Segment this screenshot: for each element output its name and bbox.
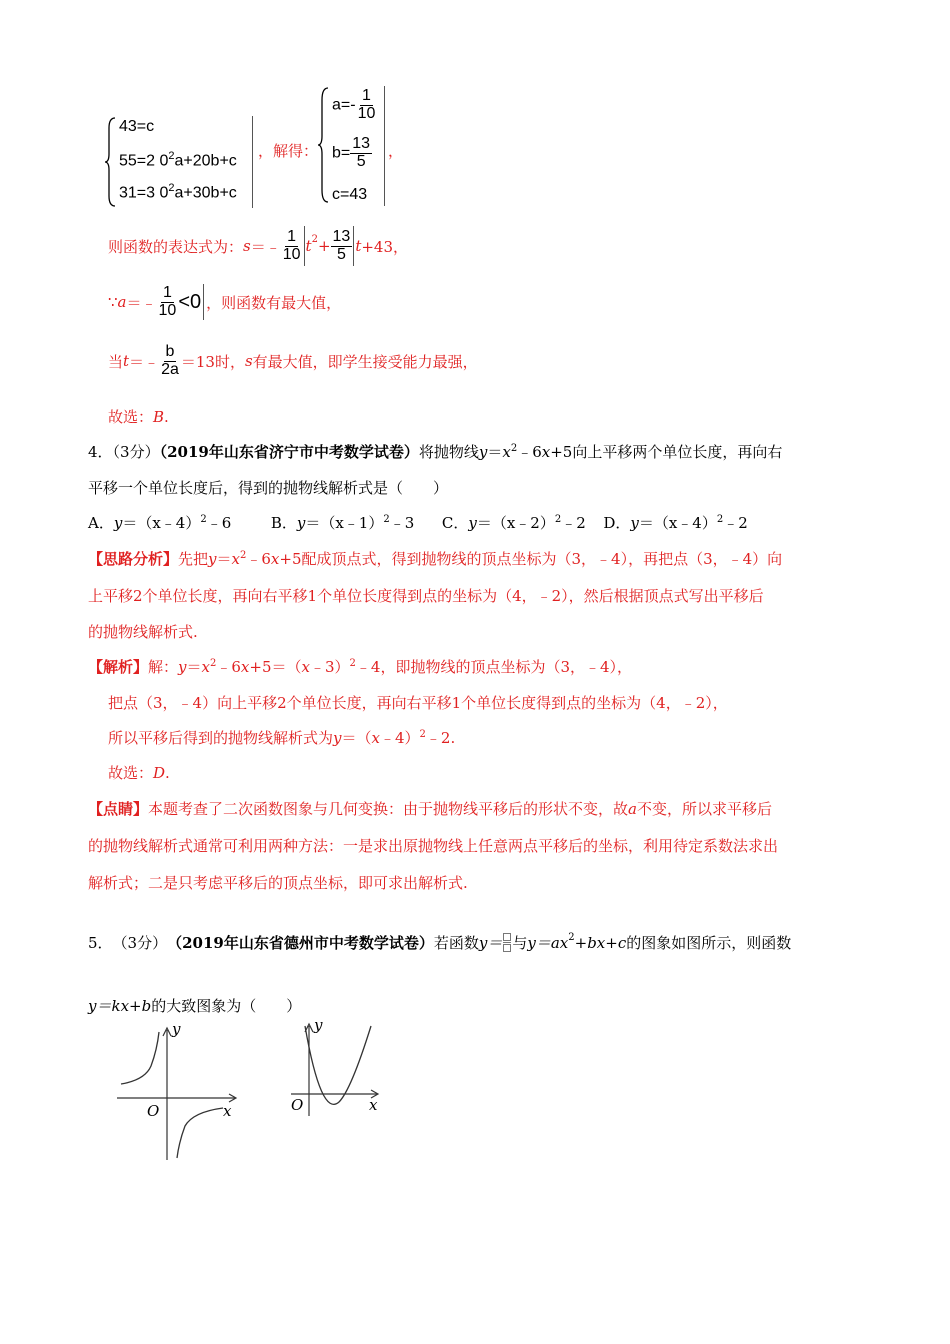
- system-eq-3: 31=3 $0^2a+30b+c$: [119, 182, 237, 202]
- since-statement: ∵ a ＝﹣ $\frac{1}{10}$ <0 ，则函数有最大值，: [108, 283, 342, 319]
- solution-b: b= $\frac{13}{5}$: [332, 135, 371, 170]
- left-brace-icon: [318, 86, 330, 204]
- q4-analysis-line-1: 【思路分析】先把$y=x^2﹣6x+5$配成顶点式，得到抛物线的顶点坐标为（3，﹣4），再把点（3，﹣4）向: [88, 550, 783, 568]
- system-eq-2: 55=2 $0^2a+20b+c$: [119, 150, 237, 170]
- option-d[interactable]: D．y＝（x﹣4）$^2$﹣2: [603, 514, 748, 532]
- function-expression: 则函数的表达式为： s ＝﹣ $\frac{1}{10}$ t $^2$ + $\frac{13}{5}$ t +43，: [108, 226, 408, 266]
- q4-answer: 故选：D.: [108, 764, 170, 782]
- x-axis-label: x: [223, 1102, 232, 1120]
- y-axis-label: y: [172, 1022, 181, 1038]
- trailing-comma: ，: [388, 142, 404, 160]
- option-c[interactable]: C．y＝（x﹣2）$^2$﹣2: [441, 514, 586, 532]
- equation-system: [105, 116, 257, 208]
- q4-comment-line-1: 【点睛】本题考查了二次函数图象与几何变换：由于抛物线平移后的形状不变，故a不变，所以求平移后: [88, 800, 772, 818]
- q4-stem-line-1: 4．（3分）（2019年山东省济宁市中考数学试卷）将抛物线$y=x^2﹣6x+5$向上平移两个单位长度，再向右: [88, 443, 783, 461]
- y-axis-label: y: [314, 1018, 323, 1034]
- solution-c: c=43: [332, 186, 368, 203]
- parabola-graph: [285, 1018, 385, 1118]
- system-eq-1: 43=c: [119, 118, 155, 135]
- option-a[interactable]: A．y＝（x﹣4）$^2$﹣6: [88, 514, 232, 532]
- fraction-placeholder-icon: [503, 933, 511, 952]
- solution-a: a=- $\frac{1}{10}$: [332, 87, 376, 122]
- q4-analysis-line-3: 的抛物线解析式.: [88, 623, 198, 641]
- solution-system: [318, 86, 390, 206]
- q4-analysis-line-2: 上平移2个单位长度，再向右平移1个单位长度得到点的坐标为（4，﹣2），然后根据顶点式写出平移后: [88, 587, 764, 605]
- q3-answer: 故选：B.: [108, 408, 169, 426]
- solve-label: ，解得：: [258, 142, 319, 160]
- q4-solution-line-2: 把点（3，﹣4）向上平移2个单位长度，再向右平移1个单位长度得到点的坐标为（4，﹣2），: [108, 694, 728, 712]
- q4-solution-line-1: 【解析】解：$y=x^2﹣6x+5=(x﹣3)^2﹣4$，即抛物线的顶点坐标为（3，﹣4），: [88, 658, 633, 676]
- q5-stem-line-2: y＝kx+b的大致图象为（ ）: [88, 997, 302, 1015]
- when-statement: 当 t ＝﹣ $\frac{b}{2a}$ ＝13时， s 有最大值，即学生接受能力最强，: [108, 343, 478, 378]
- q5-stem-line-1: 5． （3分） （2019年山东省德州市中考数学试卷） 若函数 y＝ 与 y＝ax $^2$ +bx+c 的图象如图所示，则函数: [88, 932, 792, 952]
- origin-label: O: [291, 1096, 304, 1114]
- q4-solution-line-3: 所以平移后得到的抛物线解析式为y＝（x﹣4）$^2$﹣2.: [108, 729, 456, 747]
- q4-comment-line-3: 解析式；二是只考虑平移后的顶点坐标，即可求出解析式.: [88, 874, 468, 892]
- option-b[interactable]: B．y＝（x﹣1）$^2$﹣3: [270, 514, 415, 532]
- x-axis-label: x: [369, 1096, 378, 1114]
- q4-options: [88, 512, 748, 533]
- q4-comment-line-2: 的抛物线解析式通常可利用两种方法：一是求出原抛物线上任意两点平移后的坐标，利用待定系数法求出: [88, 837, 779, 855]
- left-brace-icon: [105, 116, 117, 208]
- origin-label: O: [147, 1102, 160, 1120]
- hyperbola-graph: [115, 1022, 245, 1162]
- q4-stem-line-2: 平移一个单位长度后，得到的抛物线解析式是（ ）: [88, 479, 449, 497]
